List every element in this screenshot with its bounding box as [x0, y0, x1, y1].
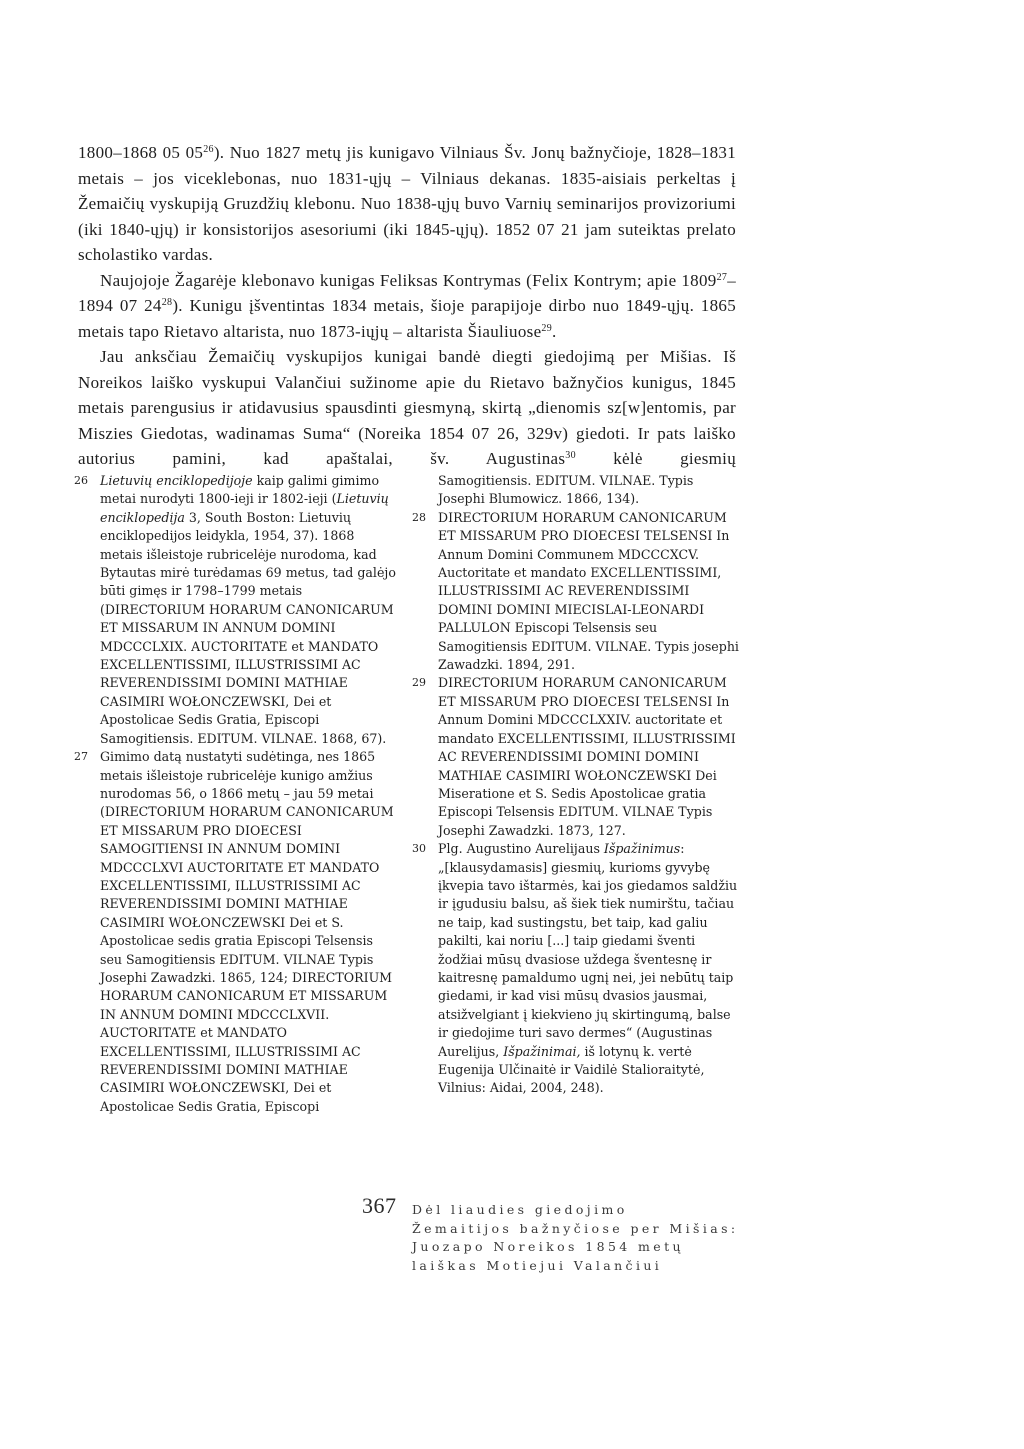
- paragraph: Jau anksčiau Žemaičių vyskupijos kunigai bandė diegti giedojimą per Mišias. Iš Noreikos laiško vyskupui Valančiui sužinome apie du Rietavo bažnyčios kunigus, 1845 metais parengusius ir atidavusius spausdinti giesmyną, skirtą „dienomis sz[w]entomis, par Miszies Giedotas, wadinamas Suma“ (Noreika 1854 07 26, 329v) giedoti. Ir pats laiško autorius pamini, kad apaštalai, šv. Augustinas$^{30}$ kėlė giesmių: [78, 347, 736, 468]
- footnote-number: 27: [74, 750, 88, 764]
- paragraph: 1800–1868 05 $05^{26}$). Nuo 1827 metų jis kunigavo Vilniaus Šv. Jonų bažnyčioje, 1828–1831 metais – jos viceklebonas, nuo 1831-ųjų – Vilniaus dekanas. 1835-aisiais perkeltas į Žemaičių vyskupiją Gruzdžių klebonu. Nuo 1838-ųjų buvo Varnių seminarijos provizoriumi (iki 1840-ųjų) ir konsistorijos asesoriumi (iki 1845-ųjų). 1852 07 21 jam suteiktas prelato scholastiko vardas.: [78, 143, 736, 264]
- paragraph: Naujojoje Žagarėje klebonavo kunigas Feliksas Kontrymas (Felix Kontrym; apie 1809$^{27}$–1894 07 $24^{28}$). Kunigu įšventintas 1834 metais, šioje parapijoje dirbo nuo 1849-ųjų. 1865 metais tapo Rietavo altarista, nuo 1873-iųjų – altarista Šiauliuose$^{29}$.: [78, 270, 737, 341]
- running-head-line: Dėl liaudies giedojimo: [412, 1202, 628, 1217]
- footnote-number: 28: [412, 510, 426, 524]
- footnote-number: 29: [412, 676, 426, 690]
- footnote-continuation: Samogitiensis. EDITUM. VILNAE. Typis Josephi Blumowicz. 1866, 134).: [438, 473, 694, 507]
- footnote-number: 30: [412, 842, 426, 856]
- footnote: 27 Gimimo datą nustatyti sudėtinga, nes 1865 metais išleistoje rubricelėje kunigo amžius nurodomas 56, o 1866 metų – jau 59 metai (DIRECTORIUM HORARUM CANONICARUM ET MISSARUM PRO DIOECESI SAMOGITIENSI IN ANNUM DOMINI MDCCCLXVI AUCTORITATE ET MANDATO EXCELLENTISSIMI, ILLUSTRISSIMI AC REVERENDISSIMI DOMINI MATHIAE CASIMIRI WOŁONCZEWSKI Dei et S. Apostolicae sedis gratia Episcopi Telsensis seu Samogitiensis EDITUM. VILNAE Typis Josephi Zawadzki. 1865, 124; DIRECTORIUM HORARUM CANONICARUM ET MISSARUM IN ANNUM DOMINI MDCCCLXVII. AUCTORITATE et MANDATO EXCELLENTISSIMI, ILLUSTRISSIMI AC REVERENDISSIMI DOMINI MATHIAE CASIMIRI WOŁONCZEWSKI, Dei et Apostolicae Sedis Gratia, Episcopi: [74, 749, 394, 1114]
- footnote: 29 DIRECTORIUM HORARUM CANONICARUM ET MISSARUM PRO DIOECESI TELSENSI In Annum Domini MDCCCLXXIV. auctoritate et mandato EXCELLENTISSIMI, ILLUSTRISSIMI AC REVERENDISSIMI DOMINI DOMINI MATHIAE CASIMIRI WOŁONCZEWSKI Dei Miseratione et S. Sedis Apostolicae gratia Episcopi Telsensis EDITUM. VILNAE Typis Josephi Zawadzki. 1873, 127.: [412, 675, 736, 838]
- running-head-line: laiškas Motiejui Valančiui: [412, 1257, 663, 1273]
- footnote: 30 Plg. Augustino Aurelijaus Išpažinimus: „[klausydamasis] giesmių, kurioms gyvybę įkvepia tavo ištarmės, kai jos giedamos saldžiu ir įgudusiu balsu, aš šiek tiek numirštu, tačiau ne taip, kad sustingstu, bet taip, kad galiu pakilti, kai noriu [...] taip giedami šventi žodžiai mūsų dvasiose uždega šventesnę ir kaitresnę pamaldumo ugnį nei, jei nebūtų taip giedami, ir kad visi mūsų dvasios jausmai, atsižvelgiant į kiekvieno jų skirtingumą, balse ir giedojime turi savo dermes“ (Augustinas Aurelijus, Išpažinimai, iš lotynų k. vertė Eugenija Ulčinaitė ir Vaidilė Staliorait​ytė, Vilnius: Aidai, 2004, 248).: [412, 841, 738, 1096]
- running-head-line: Juozapo Noreikos 1854 metų: [412, 1239, 684, 1254]
- footnote-ref[interactable]: 28: [161, 297, 173, 308]
- footnote-ref[interactable]: 29: [541, 322, 553, 334]
- running-head-line: Žemaitijos bažnyčiose per Mišias:: [412, 1220, 739, 1236]
- running-head: [412, 1201, 739, 1275]
- footnotes-left-column: [74, 472, 396, 1116]
- footnote-ref[interactable]: 27: [716, 271, 728, 283]
- footnotes-right-column: [412, 472, 742, 1098]
- footnote: 28 DIRECTORIUM HORARUM CANONICARUM ET MISSARUM PRO DIOECESI TELSENSI In Annum Domini Communem MDCCCXCV. Auctoritate et mandato EXCELLENTISSIMI, ILLUSTRISSIMI AC REVERENDISSIMI DOMINI DOMINI MIECISLAI-LEONARDI PALLULON Episcopi Telsensis seu Samogitiensis EDITUM. VILNAE. Typis josephi Zawadzki. 1894, 291.: [412, 509, 739, 673]
- footnote: 26 Lietuvių enciklopedijoje kaip galimi gimimo metai nurodyti 1800-ieji ir 1802-ieji (Lietuvių enciklopedija 3, South Boston: Lietuvių enciklopedijos leidykla, 1954, 37). 1868 metais išleistoje rubricelėje nurodoma, kad Bytautas mirė turėdamas 69 metus, tad galėjo būti gimęs ir 1798–1799 metais (DIRECTORIUM HORARUM CANONICARUM ET MISSARUM IN ANNUM DOMINI MDCCCLXIX. AUCTORITATE et MANDATO EXCELLENTISSIMI, ILLUSTRISSIMI AC REVERENDISSIMI DOMINI MATHIAE CASIMIRI WOŁONCZEWSKI, Dei et Apostolicae Sedis Gratia, Episcopi Samogitiensis. EDITUM. VILNAE. 1868, 67).: [74, 473, 396, 746]
- footnote-ref[interactable]: 26: [203, 144, 214, 155]
- footnote-number: 26: [74, 474, 88, 487]
- footnote-ref[interactable]: 30: [565, 450, 576, 461]
- page-number: 367: [362, 1193, 397, 1218]
- main-text: [78, 140, 736, 472]
